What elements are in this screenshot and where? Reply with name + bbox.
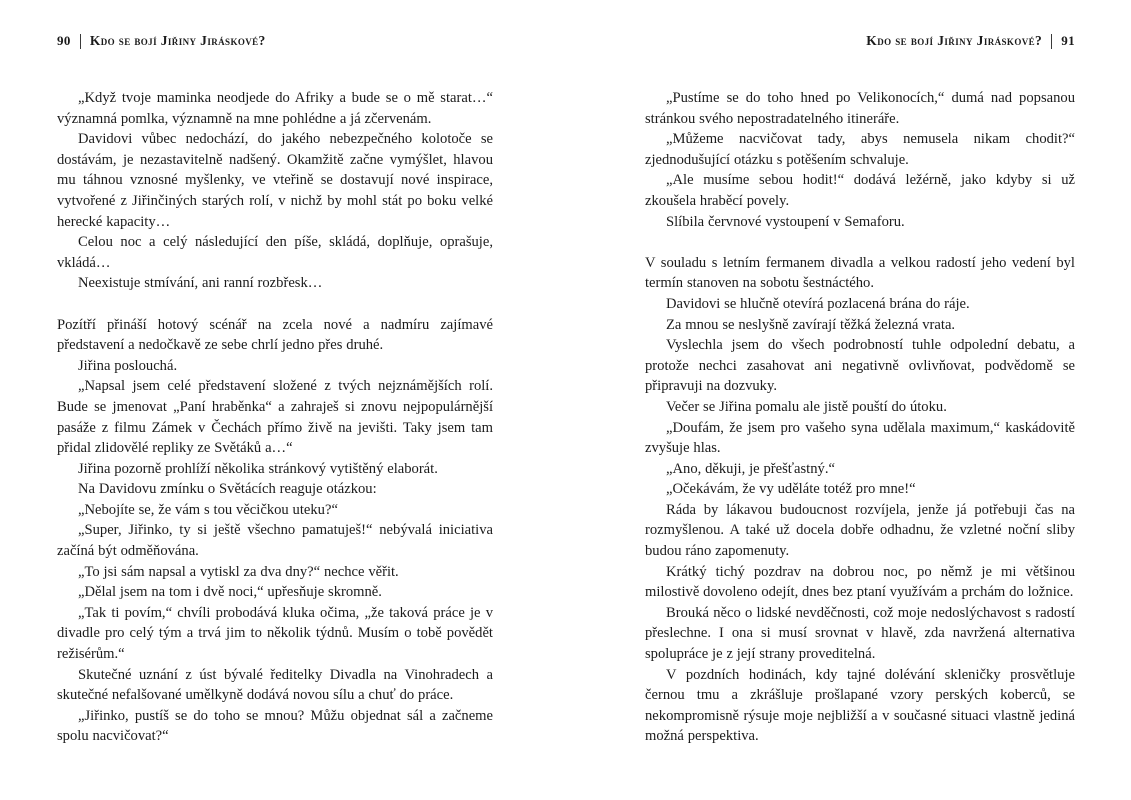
- page-number-right: 91: [1061, 33, 1075, 48]
- running-title-left: Kdo se bojí Jiřiny Jiráskové?: [89, 33, 266, 48]
- header-separator-right: [1051, 34, 1052, 49]
- paragraph: „Pustíme se do toho hned po Velikonocích,“ dumá nad popsanou stránkou svého nepostradatelného itineráře.: [645, 90, 1075, 127]
- paragraph: „Nebojíte se, že vám s tou věcičkou uteku?“: [78, 501, 338, 518]
- running-title-right: Kdo se bojí Jiřiny Jiráskové?: [866, 33, 1043, 48]
- paragraph: „Ale musíme sebou hodit!“ dodává ležérně, jako kdyby si už zkoušela hraběcí povely.: [645, 172, 1075, 209]
- paragraph: Celou noc a celý následující den píše, skládá, doplňuje, oprašuje, vkládá…: [57, 234, 493, 271]
- paragraph: Na Davidovu zmínku o Světácích reaguje otázkou:: [78, 481, 377, 498]
- paragraph: Večer se Jiřina pomalu ale jistě pouští do útoku.: [666, 398, 947, 415]
- page-body-right: [645, 88, 1075, 747]
- header-separator-left: [80, 34, 81, 49]
- paragraph: Ráda by lákavou budoucnost rozvíjela, jenže já potřebuji čas na rozmyšlenou. A také už docela dobře odhadnu, že vzletné noční sliby budou ráno zapomenuty.: [645, 501, 1075, 560]
- paragraph: „Ano, děkuji, je přešťastný.“: [666, 460, 835, 477]
- page-number-left: 90: [57, 33, 71, 48]
- page-header-right: [645, 32, 1075, 50]
- page-right: [645, 32, 1075, 747]
- paragraph: „Můžeme nacvičovat tady, abys nemusela nikam chodit?“ zjednodušující otázku s potěšením schvaluje.: [645, 131, 1075, 168]
- paragraph: Skutečné uznání z úst bývalé ředitelky Divadla na Vinohradech a skutečné nefalšované umělkyně dodává novou sílu a chuť do práce.: [57, 666, 493, 704]
- paragraph: Neexistuje stmívání, ani ranní rozbřesk…: [78, 275, 323, 292]
- paragraph: V pozdních hodinách, kdy tajné dolévání skleničky prosvětluje černou tmu a zkrášluje prošlapané vzory perských koberců, se nekompromisně rýsuje moje nejbližší a v současné situaci vlastně jediná možná perspektiva.: [645, 666, 1075, 745]
- paragraph: „Očekávám, že vy uděláte totéž pro mne!“: [666, 481, 916, 498]
- paragraph: Brouká něco o lidské nevděčnosti, což moje nedoslýchavost s radostí přeslechne. I ona si musí srovnat v hlavě, zda navržená alternativa spolupráce je z její strany proveditelná.: [645, 604, 1075, 663]
- paragraph: Slíbila červnové vystoupení v Semaforu.: [666, 213, 905, 230]
- paragraph: „To jsi sám napsal a vytiskl za dva dny?“ nechce věřit.: [78, 563, 399, 580]
- page-left: [57, 32, 493, 747]
- paragraph: „Dělal jsem na tom i dvě noci,“ upřesňuje skromně.: [78, 584, 382, 601]
- paragraph: Davidovi vůbec nedochází, do jakého nebezpečného kolotoče se dostávám, je nezastavitelně nadšený. Okamžitě začne vymýšlet, hlavou mu táhnou vznosné myšlenky, ve vteřině se dostavují nové inspirace, vytvořené z Jiřinčiných starých rolí, v nichž by mohl stát po boku velké herecké kapacity…: [57, 131, 493, 230]
- page-header-left: [57, 32, 493, 50]
- paragraph: Krátký tichý pozdrav na dobrou noc, po němž je mi většinou milostivě dovoleno odejít, dnes bez ptaní využívám a prchám do ložnice.: [645, 563, 1075, 601]
- paragraph: Jiřina poslouchá.: [78, 357, 178, 374]
- paragraph: „Doufám, že jsem pro vašeho syna udělala maximum,“ kaskádovitě zvyšuje hlas.: [645, 419, 1075, 457]
- paragraph: „Když tvoje maminka neodjede do Afriky a bude se o mě starat…“ významná pomlka, významně na mne pohlédne a já zčervenám.: [57, 90, 493, 127]
- paragraph: V souladu s letním fermanem divadla a velkou radostí jeho vedení byl termín stanoven na sobotu šestnáctého.: [645, 254, 1075, 292]
- page-body-left: [57, 88, 493, 747]
- paragraph: Davidovi se hlučně otevírá pozlacená brána do ráje.: [666, 295, 970, 312]
- paragraph: „Jiřinko, pustíš se do toho se mnou? Můžu objednat sál a začneme spolu nacvičovat?“: [57, 707, 493, 745]
- paragraph: Za mnou se neslyšně zavírají těžká železná vrata.: [666, 316, 956, 333]
- paragraph: Pozítří přináší hotový scénář na zcela nové a nadmíru zajímavé představení a nedočkavě ze sebe chrlí jedno přes druhé.: [57, 316, 493, 354]
- paragraph: „Napsal jsem celé představení složené z tvých nejznámějších rolí. Bude se jmenovat „Paní hraběnka“ a zahraješ si znovu nejpopulárnější pasáže z filmu Zámek v Čechách přímo živě na jevišti. Taky jsem tam přidal zlidovělé repliky ze Světáků a…“: [57, 378, 493, 457]
- paragraph: Jiřina pozorně prohlíží několika stránkový vytištěný elaborát.: [78, 460, 438, 477]
- paragraph: „Tak ti povím,“ chvíli probodává kluka očima, „že taková práce je v divadle pro celý tým a trvá jim to několik týdnů. Musím o tobě povědět režisérům.“: [57, 604, 493, 663]
- paragraph: „Super, Jiřinko, ty si ještě všechno pamatuješ!“ nebývalá iniciativa začíná být odměňována.: [57, 522, 493, 560]
- paragraph: Vyslechla jsem do všech podrobností tuhle odpolední debatu, a protože nechci zasahovat ani negativně ovlivňovat, podvědomě se připravuji na dozvuky.: [645, 337, 1075, 395]
